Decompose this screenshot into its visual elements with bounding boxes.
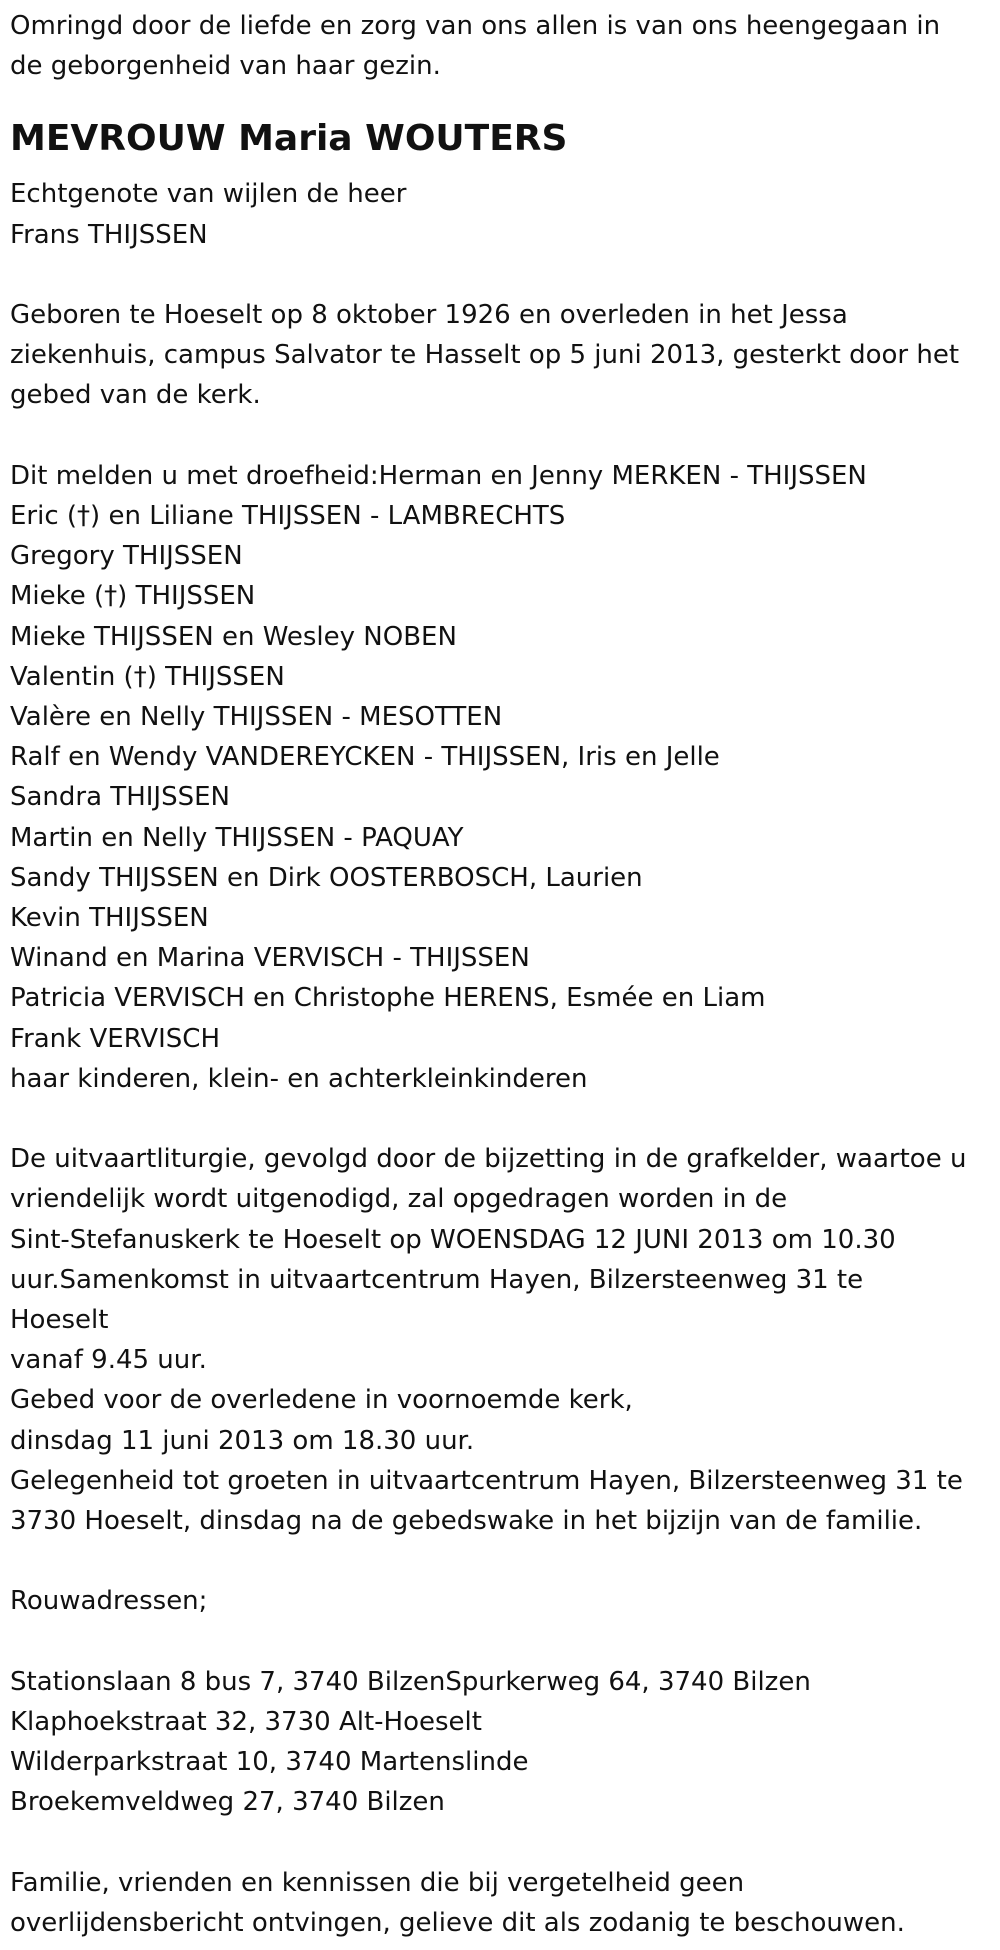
- funeral-paragraph: [10, 1139, 995, 1541]
- text-line: 3730 Hoeselt, dinsdag na de gebedswake in het bijzijn van de familie.: [10, 1506, 923, 1537]
- text-line: gebed van de kerk.: [10, 380, 261, 411]
- text-line: uur.Samenkomst in uitvaartcentrum Hayen, Bilzersteenweg 31 te: [10, 1264, 864, 1295]
- text-line: Omringd door de liefde en zorg van ons allen is van ons heengegaan in: [10, 11, 941, 41]
- intro-paragraph: [10, 6, 995, 86]
- family-line: Mieke THIJSSEN en Wesley NOBEN: [10, 621, 457, 652]
- spacer: [10, 1099, 995, 1139]
- addresses-heading: Rouwadressen;: [10, 1586, 208, 1617]
- address-line: Wilderparkstraat 10, 3740 Martenslinde: [10, 1747, 529, 1778]
- address-line: Stationslaan 8 bus 7, 3740 BilzenSpurkerweg 64, 3740 Bilzen: [10, 1666, 811, 1697]
- spacer: [10, 1541, 995, 1581]
- address-list: [10, 1662, 995, 1823]
- text-line: vanaf 9.45 uur.: [10, 1345, 207, 1376]
- family-line: Ralf en Wendy VANDEREYCKEN - THIJSSEN, Iris en Jelle: [10, 742, 720, 773]
- text-line: dinsdag 11 juni 2013 om 18.30 uur.: [10, 1425, 475, 1456]
- text-line: Sint-Stefanuskerk te Hoeselt op WOENSDAG 12 JUNI 2013 om 10.30: [10, 1224, 896, 1255]
- family-line: Mieke (†) THIJSSEN: [10, 581, 256, 612]
- text-line: Echtgenote van wijlen de heer: [10, 179, 407, 210]
- text-line: Hoeselt: [10, 1305, 109, 1336]
- text-line: Gelegenheid tot groeten in uitvaartcentrum Hayen, Bilzersteenweg 31 te: [10, 1465, 963, 1496]
- text-line: de geborgenheid van haar gezin.: [10, 51, 441, 82]
- text-line: Gebed voor de overledene in voornoemde kerk,: [10, 1385, 633, 1416]
- family-line: Eric (†) en Liliane THIJSSEN - LAMBRECHTS: [10, 501, 566, 531]
- family-line: Valentin (†) THIJSSEN: [10, 661, 285, 692]
- text-line: overlijdensbericht ontvingen, gelieve dit als zodanig te beschouwen.: [10, 1908, 905, 1939]
- family-line: Winand en Marina VERVISCH - THIJSSEN: [10, 943, 530, 974]
- family-line: Gregory THIJSSEN: [10, 541, 243, 572]
- text-line: vriendelijk wordt uitgenodigd, zal opgedragen worden in de: [10, 1184, 788, 1215]
- family-line: Patricia VERVISCH en Christophe HERENS, Esmée en Liam: [10, 983, 766, 1014]
- family-list: [10, 456, 995, 1099]
- spouse-paragraph: [10, 174, 995, 254]
- family-line: Martin en Nelly THIJSSEN - PAQUAY: [10, 822, 464, 853]
- text-line: Frans THIJSSEN: [10, 219, 208, 250]
- spacer: [10, 1622, 995, 1662]
- deceased-name: MEVROUW Maria WOUTERS: [10, 118, 568, 160]
- obituary-notice: [10, 6, 995, 1943]
- spacer: [10, 1823, 995, 1863]
- spacer: [10, 255, 995, 295]
- address-line: Broekemveldweg 27, 3740 Bilzen: [10, 1787, 445, 1818]
- family-line: Sandy THIJSSEN en Dirk OOSTERBOSCH, Laurien: [10, 862, 643, 893]
- text-line: Geboren te Hoeselt op 8 oktober 1926 en overleden in het Jessa: [10, 300, 848, 330]
- address-line: Klaphoekstraat 32, 3730 Alt-Hoeselt: [10, 1707, 482, 1738]
- family-line: Valère en Nelly THIJSSEN - MESOTTEN: [10, 702, 503, 733]
- family-line: Frank VERVISCH: [10, 1023, 221, 1054]
- birth-death-paragraph: [10, 295, 995, 416]
- spacer: [10, 416, 995, 456]
- text-line: Familie, vrienden en kennissen die bij vergetelheid geen: [10, 1867, 745, 1898]
- family-line: haar kinderen, klein- en achterkleinkinderen: [10, 1063, 588, 1094]
- family-line: Kevin THIJSSEN: [10, 903, 209, 934]
- family-line: Sandra THIJSSEN: [10, 782, 230, 813]
- closing-paragraph: [10, 1863, 995, 1943]
- text-line: De uitvaartliturgie, gevolgd door de bijzetting in de grafkelder, waartoe u: [10, 1144, 967, 1175]
- family-line: Dit melden u met droefheid:Herman en Jenny MERKEN - THIJSSEN: [10, 460, 867, 491]
- text-line: ziekenhuis, campus Salvator te Hasselt op 5 juni 2013, gesterkt door het: [10, 340, 960, 371]
